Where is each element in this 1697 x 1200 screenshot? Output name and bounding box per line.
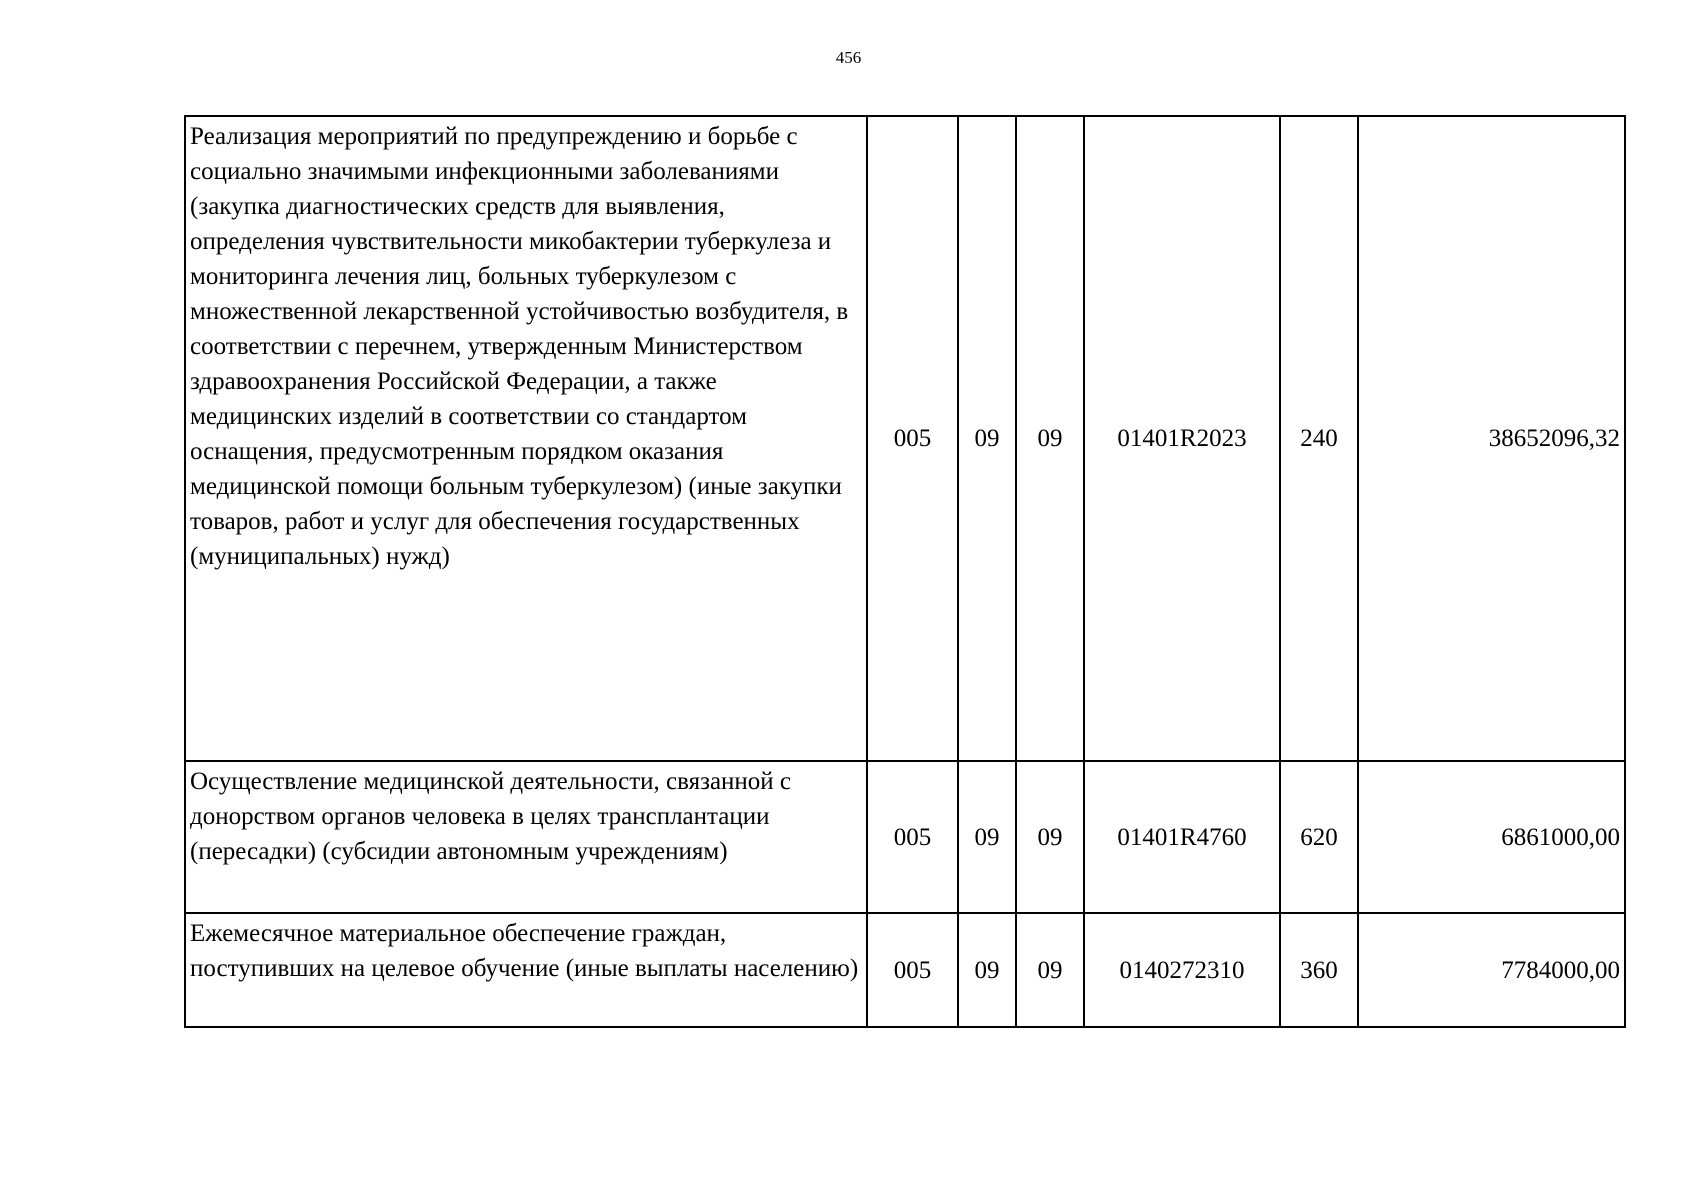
- ministry-code: 005: [867, 913, 958, 1027]
- amount: 7784000,00: [1358, 913, 1625, 1027]
- subsection-code: 09: [1016, 116, 1084, 761]
- table-row: [185, 116, 1625, 761]
- table-row: [185, 761, 1625, 913]
- amount: 38652096,32: [1358, 116, 1625, 761]
- ministry-code: 005: [867, 116, 958, 761]
- budget-table: [184, 115, 1626, 1028]
- row-description: Ежемесячное материальное обеспечение граждан, поступивших на целевое обучение (иные выплаты населению): [185, 913, 867, 1027]
- section-code: 09: [958, 913, 1016, 1027]
- expense-type-code: 240: [1280, 116, 1358, 761]
- expense-type-code: 620: [1280, 761, 1358, 913]
- ministry-code: 005: [867, 761, 958, 913]
- target-article-code: 01401R4760: [1084, 761, 1280, 913]
- target-article-code: 0140272310: [1084, 913, 1280, 1027]
- row-description: Реализация мероприятий по предупреждению и борьбе с социально значимыми инфекционными заболеваниями (закупка диагностических средств для выявления, определения чувствительности микобактерии туберкулеза и мониторинга лечения лиц, больных туберкулезом с множественной лекарственной устойчивостью возбудителя, в соответствии с перечнем, утвержденным Министерством здравоохранения Российской Федерации, а также медицинских изделий в соответствии со стандартом оснащения, предусмотренным порядком оказания медицинской помощи больным туберкулезом) (иные закупки товаров, работ и услуг для обеспечения государственных (муниципальных) нужд): [185, 116, 867, 761]
- subsection-code: 09: [1016, 913, 1084, 1027]
- subsection-code: 09: [1016, 761, 1084, 913]
- page-number: 456: [835, 48, 862, 67]
- expense-type-code: 360: [1280, 913, 1358, 1027]
- section-code: 09: [958, 116, 1016, 761]
- table-row: [185, 913, 1625, 1027]
- row-description: Осуществление медицинской деятельности, связанной с донорством органов человека в целях трансплантации (пересадки) (субсидии автономным учреждениям): [185, 761, 867, 913]
- amount: 6861000,00: [1358, 761, 1625, 913]
- section-code: 09: [958, 761, 1016, 913]
- target-article-code: 01401R2023: [1084, 116, 1280, 761]
